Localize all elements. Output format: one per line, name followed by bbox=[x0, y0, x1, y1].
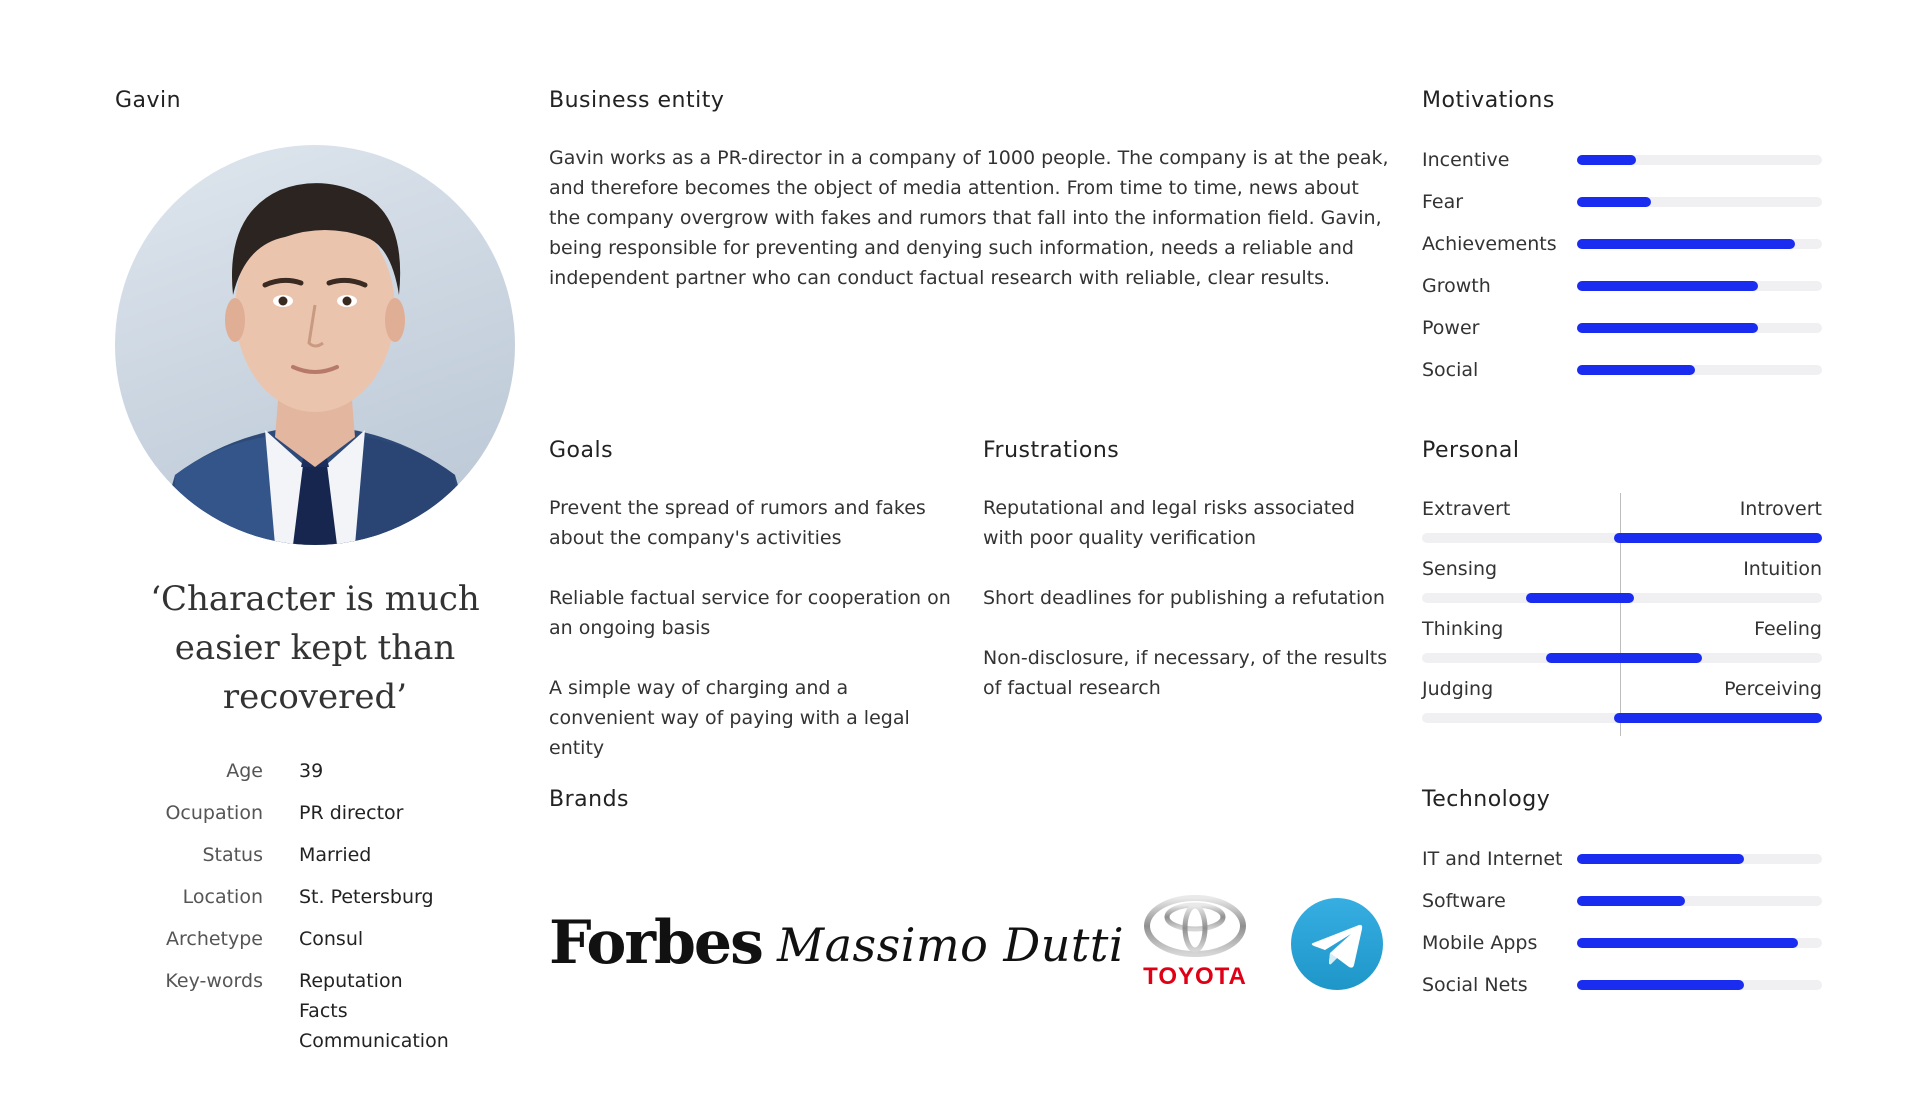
info-row-keywords bbox=[115, 966, 515, 1056]
personal-list bbox=[1422, 498, 1822, 738]
persona-info bbox=[115, 756, 515, 1068]
frustration-item: Reputational and legal risks associated with poor quality verification bbox=[983, 497, 1355, 549]
goals-title: Goals bbox=[549, 438, 614, 463]
info-row-archetype bbox=[115, 924, 515, 954]
technology-title: Technology bbox=[1422, 787, 1551, 812]
personal-fill bbox=[1526, 593, 1634, 603]
technology-row bbox=[1422, 838, 1822, 880]
portrait-illustration bbox=[115, 145, 515, 545]
motivation-label: Social bbox=[1422, 359, 1479, 381]
info-value: Married bbox=[299, 844, 372, 866]
motivation-row bbox=[1422, 223, 1822, 265]
personal-fill bbox=[1614, 533, 1822, 543]
personal-row bbox=[1422, 678, 1822, 738]
technology-label: IT and Internet bbox=[1422, 848, 1563, 870]
personal-left-label: Thinking bbox=[1422, 618, 1504, 640]
toyota-wordmark: TOYOTA bbox=[1143, 963, 1247, 990]
toyota-emblem-icon bbox=[1143, 895, 1247, 957]
motivation-track bbox=[1577, 281, 1822, 291]
personal-right-label: Perceiving bbox=[1724, 678, 1822, 700]
technology-fill bbox=[1577, 896, 1685, 906]
personal-track bbox=[1422, 533, 1822, 543]
motivation-row bbox=[1422, 139, 1822, 181]
motivation-track bbox=[1577, 155, 1822, 165]
personal-left-label: Judging bbox=[1422, 678, 1494, 700]
info-row-occupation bbox=[115, 798, 515, 828]
motivation-fill bbox=[1577, 197, 1651, 207]
persona-quote: ‘Character is much easier kept than recovered’ bbox=[150, 579, 480, 717]
personal-track bbox=[1422, 593, 1822, 603]
info-label: Age bbox=[226, 760, 263, 782]
frustrations-list bbox=[983, 493, 1393, 703]
technology-track bbox=[1577, 980, 1822, 990]
info-row-location bbox=[115, 882, 515, 912]
technology-row bbox=[1422, 922, 1822, 964]
keyword: Facts bbox=[299, 1000, 348, 1022]
brands-title: Brands bbox=[549, 787, 629, 812]
motivation-track bbox=[1577, 197, 1822, 207]
telegram-icon bbox=[1291, 898, 1383, 990]
toyota-logo bbox=[1140, 895, 1250, 991]
personal-fill bbox=[1546, 653, 1702, 663]
goal-item: Reliable factual service for cooperation on an ongoing basis bbox=[549, 587, 951, 639]
technology-label: Software bbox=[1422, 890, 1506, 912]
technology-fill bbox=[1577, 980, 1744, 990]
info-value: St. Petersburg bbox=[299, 886, 434, 908]
motivation-label: Achievements bbox=[1422, 233, 1557, 255]
telegram-plane-icon bbox=[1291, 898, 1383, 990]
motivation-label: Incentive bbox=[1422, 149, 1510, 171]
motivation-fill bbox=[1577, 239, 1795, 249]
info-value: Consul bbox=[299, 928, 364, 950]
personal-track bbox=[1422, 713, 1822, 723]
personal-fill bbox=[1614, 713, 1822, 723]
technology-fill bbox=[1577, 938, 1798, 948]
frustrations-title: Frustrations bbox=[983, 438, 1120, 463]
info-label: Archetype bbox=[165, 928, 263, 950]
technology-row bbox=[1422, 880, 1822, 922]
motivation-track bbox=[1577, 365, 1822, 375]
info-label: Location bbox=[182, 886, 263, 908]
motivation-fill bbox=[1577, 281, 1758, 291]
persona-name: Gavin bbox=[115, 88, 182, 113]
goal-item: Prevent the spread of rumors and fakes about the company's activities bbox=[549, 497, 926, 549]
frustration-item: Non-disclosure, if necessary, of the results of factual research bbox=[983, 647, 1388, 699]
keyword: Reputation bbox=[299, 970, 403, 992]
motivation-row bbox=[1422, 307, 1822, 349]
personal-title: Personal bbox=[1422, 438, 1520, 463]
technology-track bbox=[1577, 854, 1822, 864]
massimo-dutti-logo: Massimo Dutti bbox=[777, 918, 1125, 972]
business-title: Business entity bbox=[549, 88, 725, 113]
info-row-age bbox=[115, 756, 515, 786]
technology-list bbox=[1422, 838, 1822, 1006]
personal-right-label: Introvert bbox=[1739, 498, 1822, 520]
technology-track bbox=[1577, 896, 1822, 906]
motivation-fill bbox=[1577, 365, 1695, 375]
persona-photo bbox=[115, 145, 515, 545]
info-value: 39 bbox=[299, 760, 324, 782]
motivation-fill bbox=[1577, 155, 1636, 165]
personal-row bbox=[1422, 498, 1822, 558]
motivation-row bbox=[1422, 265, 1822, 307]
motivations-title: Motivations bbox=[1422, 88, 1555, 113]
info-label: Status bbox=[202, 844, 263, 866]
info-label: Ocupation bbox=[165, 802, 263, 824]
forbes-logo: Forbes bbox=[549, 908, 762, 978]
keyword-list bbox=[299, 966, 449, 1056]
personal-row bbox=[1422, 618, 1822, 678]
technology-row bbox=[1422, 964, 1822, 1006]
technology-label: Mobile Apps bbox=[1422, 932, 1538, 954]
personal-left-label: Sensing bbox=[1422, 558, 1498, 580]
goal-item: A simple way of charging and a convenient way of paying with a legal entity bbox=[549, 677, 910, 759]
info-label: Key-words bbox=[165, 970, 263, 992]
info-row-status bbox=[115, 840, 515, 870]
motivation-label: Growth bbox=[1422, 275, 1491, 297]
motivation-row bbox=[1422, 181, 1822, 223]
personal-track bbox=[1422, 653, 1822, 663]
keyword: Communication bbox=[299, 1030, 449, 1052]
motivation-track bbox=[1577, 323, 1822, 333]
frustration-item: Short deadlines for publishing a refutation bbox=[983, 587, 1385, 609]
motivation-label: Fear bbox=[1422, 191, 1464, 213]
technology-track bbox=[1577, 938, 1822, 948]
personal-right-label: Intuition bbox=[1743, 558, 1822, 580]
personal-right-label: Feeling bbox=[1754, 618, 1822, 640]
technology-fill bbox=[1577, 854, 1744, 864]
personal-row bbox=[1422, 558, 1822, 618]
technology-label: Social Nets bbox=[1422, 974, 1528, 996]
motivation-track bbox=[1577, 239, 1822, 249]
motivations-list bbox=[1422, 139, 1822, 391]
motivation-label: Power bbox=[1422, 317, 1480, 339]
business-text: Gavin works as a PR-director in a company of 1000 people. The company is at the peak, and therefore becomes the object of media attention. From time to time, news about the company overgrow with fakes and rumors that fall into the information field. Gavin, being responsible for preventing and denying such information, needs a reliable and independent partner who can conduct factual research with reliable, clear results. bbox=[549, 147, 1389, 289]
motivation-fill bbox=[1577, 323, 1758, 333]
motivation-row bbox=[1422, 349, 1822, 391]
goals-list bbox=[549, 493, 954, 763]
info-value: PR director bbox=[299, 802, 404, 824]
personal-left-label: Extravert bbox=[1422, 498, 1511, 520]
